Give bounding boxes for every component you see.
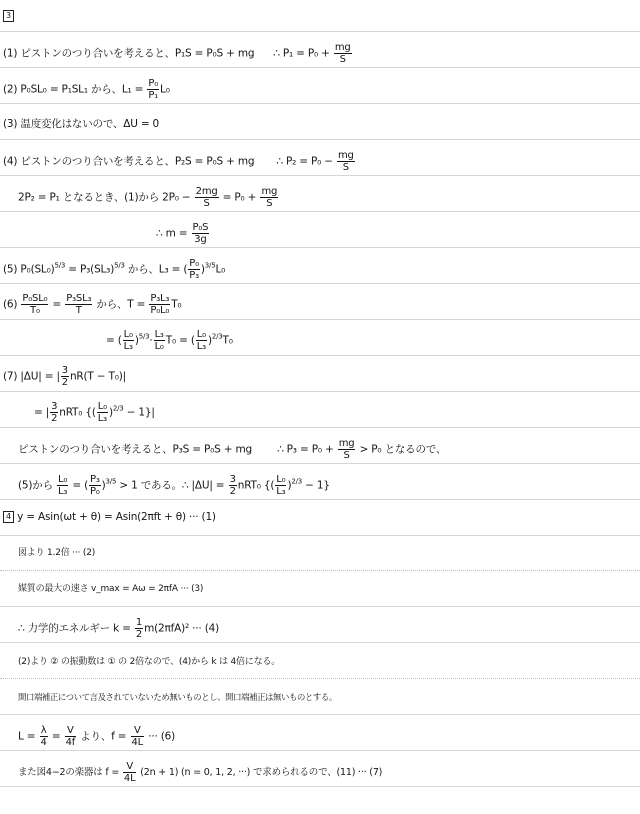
ruled-line [0,463,640,464]
equation-text: ··· (6) [148,730,176,743]
equation-text: − 1} [305,479,330,492]
answer-5: (5) $P_0(SL_0)^{5/3} = P_3(SL_3)^{5/3}$ から、L₃ = ( $\frac{\text{P₀}}{\text{P₃}}$ )$^{3/5}$L₀ [3,258,226,281]
equation-text: |ΔU| = | [20,370,60,383]
fraction: $\frac{\text{L₀}}{\text{L₃}}$ [97,401,107,424]
answer-4-line-2 [18,186,279,209]
ruled-line [0,247,640,248]
equals-sign: = [106,334,115,347]
equation-text: nRT₀ {( [237,479,275,492]
exponent: 5/3 [54,261,66,270]
exponent: 3/5 [204,261,216,270]
answer-4 [3,150,356,173]
therefore-text: ∴ P₁ = P₀ + [273,47,330,60]
fraction: $\frac{V}{4f}$ [65,725,76,748]
fraction: $\frac{\text{P₃}}{\text{P₀}}$ [90,474,100,497]
equation-text: 2P₂ = P₁ となるとき、(1)から 2P₀ − [18,191,191,204]
section-4-line-5 [18,655,280,669]
ruled-line [0,535,640,536]
answer-6-line-2: = ( $\frac{\text{L₀}}{\text{L₃}}$ )$^{5/3}$· $\frac{\text{L₃}}{\text{L₀}}$ T₀ = ( $\frac{\text{L₀}}{\text{L₃}}$ )$^{2/3}$T₀ [106,329,233,352]
exponent: 2/3 [291,477,303,486]
therefore-text: ∴ P₃ = P₀ + [277,443,334,456]
ruled-line [0,714,640,715]
exponent: 5/3 [114,261,125,270]
answer-text: 図より 1.2倍 ··· (2) [18,548,96,558]
fraction: $\frac{\text{L₀}}{\text{L₃}}$ [276,474,286,497]
equation-text: − 1}| [126,406,155,419]
equation-text: = P₃(SL₃) [68,263,115,276]
ruled-line [0,211,640,212]
equation-text: L = [18,730,36,743]
fraction: $\frac{\text{P₀S}}{3g}$ [192,222,209,245]
answer-tail: T₀ [222,334,233,347]
section-4-line-1 [3,510,216,524]
equation-text: (2n + 1) (n = 0, 1, 2, ···) で求められるので、(11) ··· (7) [140,767,383,778]
answer-tail: L₀ [160,83,170,96]
answer-7-line-2: = | $\frac{3}{2}$ nRT₀ {( $\frac{\text{L₀}}{\text{L₃}}$ )$^{2/3}$ − 1}| [34,401,155,424]
fraction: $\frac{mg}{S}$ [334,42,351,65]
answer-label: (5) [3,263,18,276]
answer-label: (2) [3,83,18,96]
exponent: 2/3 [112,404,124,413]
equation-text: = [51,730,61,743]
fraction: $\frac{\text{P₀}}{\text{P₁}}$ [148,78,159,101]
answer-6 [3,293,181,316]
fraction: $\frac{\lambda}{4}$ [40,725,47,748]
answer-7-line-3 [18,438,446,461]
answer-7-line-4: (5)から $\frac{\text{L₀}}{\text{L₃}}$ = ( $\frac{\text{P₃}}{\text{P₀}}$ )$^{3/5}$ > 1 である。∴ |ΔU| = $\frac{3}{2}$ nRT₀ {( $\frac{\text{L₀}}{\text{L₃}}$ )$^{2/3}$ − 1} [18,474,330,497]
answer-4-line-3 [156,222,210,245]
equation-text: = | [34,406,50,419]
fraction: $\frac{2mg}{S}$ [195,186,218,209]
equation-text: より、f = [80,730,127,743]
ruled-line [0,391,640,392]
equation-text: ピストンのつり合いを考えると、P₃S = P₀S + mg [18,443,252,456]
equation-text: ∴ 力学的エネルギー k = [18,622,131,635]
section-number-box: 4 [3,511,14,523]
exponent: 3/5 [105,477,117,486]
answer-2 [3,78,170,101]
answer-text: P₀SL₀ = P₁SL₁ から、L₁ = [20,83,144,96]
answer-3 [3,117,159,131]
answer-text: 媒質の最大の速さ v_max = Aω = 2πfA ··· (3) [18,584,204,594]
answer-text: (2)より ② の振動数は ① の 2倍なので、(4)から k は 4倍になる。 [18,657,281,667]
ruled-line [0,642,640,643]
answer-label: (1) [3,47,18,60]
dotted-line [0,570,640,571]
therefore-text: ∴ P₂ = P₀ − [276,155,333,168]
section-4-line-4 [18,617,219,640]
answer-1 [3,42,353,65]
answer-text: ピストンのつり合いを考えると、P₂S = P₀S + mg [20,155,255,168]
section-number-box: 3 [3,10,14,22]
ruled-line [0,175,640,176]
fraction: $\frac{\text{P₀SL₀}}{\text{T₀}}$ [22,293,48,316]
fraction: $\frac{V}{4L}$ [131,725,144,748]
fraction: $\frac{\text{L₀}}{\text{L₃}}$ [58,474,68,497]
equation-text: nRT₀ {( [59,406,96,419]
fraction: $\frac{\text{P₀}}{\text{P₃}}$ [189,258,199,281]
ruled-line [0,67,640,68]
fraction: $\frac{\text{L₀}}{\text{L₃}}$ [196,329,206,352]
equation-text: m(2πfA)² ··· (4) [144,622,219,635]
ruled-line [0,499,640,500]
section-4-line-8 [18,761,382,784]
equation-text: また図4−2の楽器は f = [18,767,120,778]
dot-operator: · [149,334,153,347]
section-4-line-2 [18,546,95,560]
ruled-line [0,606,640,607]
equation-text: ∴ m = [156,227,188,240]
answer-tail: T₀ [171,298,182,311]
ruled-line [0,283,640,284]
ruled-line [0,427,640,428]
exponent: 2/3 [211,332,223,341]
ruled-line [0,750,640,751]
dotted-line [0,678,640,679]
fraction: $\frac{mg}{S}$ [261,186,278,209]
fraction: $\frac{\text{P₃L₃}}{\text{P₀L₀}}$ [150,293,170,316]
equation-text: (5)から [18,479,53,492]
ruled-line [0,786,640,787]
answer-text: 温度変化はないので、ΔU = 0 [20,118,160,130]
answer-label: (7) [3,370,18,383]
section-4-line-6 [18,690,337,704]
equation-text: P₀(SL₀) [20,263,55,276]
answer-tail: L₀ [215,263,226,276]
answer-label: (6) [3,298,18,311]
fraction: $\frac{1}{2}$ [135,617,143,640]
answer-text: ピストンのつり合いを考えると、P₁S = P₀S + mg [20,47,255,60]
ruled-line [0,355,640,356]
fraction: $\frac{mg}{S}$ [338,438,355,461]
section-4-line-7 [18,725,175,748]
fraction: $\frac{3}{2}$ [51,401,58,424]
answer-label: (4) [3,155,18,168]
fraction: $\frac{\text{L₀}}{\text{L₃}}$ [123,329,133,352]
equation-text: > 1 である。∴ |ΔU| = [119,479,225,492]
fraction: $\frac{3}{2}$ [229,474,236,497]
ruled-line [0,319,640,320]
ruled-line [0,31,640,32]
fraction: $\frac{\text{P₃SL₃}}{T}$ [66,293,92,316]
fraction: $\frac{3}{2}$ [61,365,68,388]
ruled-line [0,139,640,140]
section-4-line-3 [18,582,203,596]
answer-7 [3,365,126,388]
equals-sign: = [52,298,62,311]
equals-sign: = [72,479,81,492]
equation-text: nR(T − T₀)| [69,370,126,383]
equation-text: から、T = [96,298,146,311]
ruled-line [0,103,640,104]
equation-text: T₀ = [165,334,188,347]
equation-text: から、L₃ = [127,263,181,276]
answer-label: (3) [3,118,18,130]
equation-text: > P₀ となるので、 [359,443,447,456]
equation-text: = P₀ + [222,191,257,204]
answer-text: 開口端補正について言及されていないため無いものとし、開口端補正は無いものとする。 [18,692,337,702]
exponent: 5/3 [138,332,150,341]
equation-text: y = Asin(ωt + θ) = Asin(2πft + θ) ··· (1) [17,511,216,523]
fraction: $\frac{\text{L₃}}{\text{L₀}}$ [154,329,164,352]
fraction: $\frac{V}{4L}$ [123,761,136,784]
fraction: $\frac{mg}{S}$ [338,150,354,173]
section-3-header [3,9,14,23]
